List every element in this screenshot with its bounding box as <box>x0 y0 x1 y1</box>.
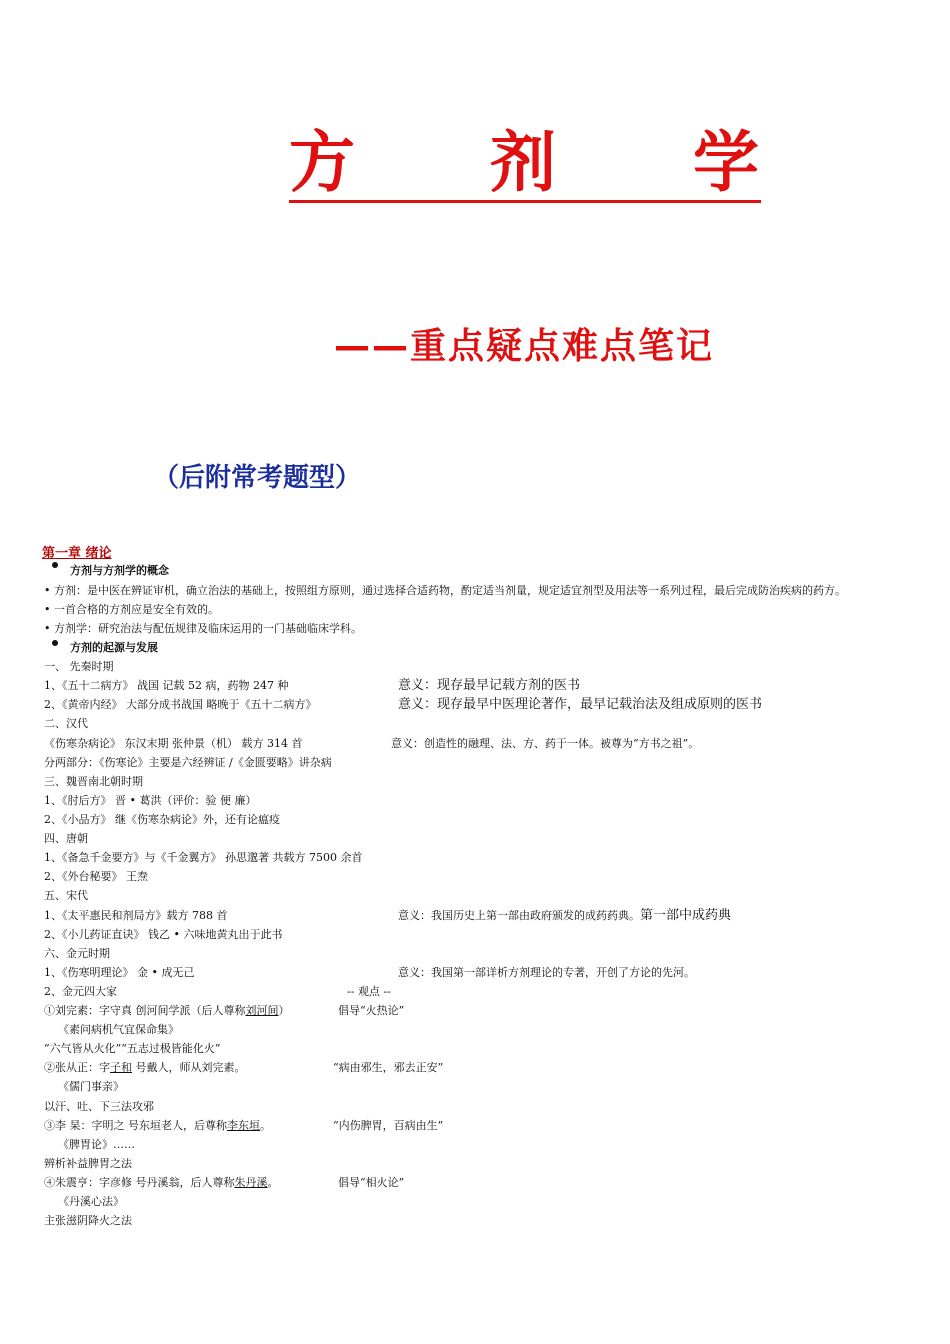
master-honorific: 刘河间 <box>245 1004 279 1017</box>
concept-item: • 一首合格的方剂应是安全有效的。 <box>44 603 219 616</box>
history-line: 2、《小品方》 继《伤寒杂病论》外，还有论瘟疫 <box>44 813 280 826</box>
document-title <box>289 124 761 203</box>
history-line: 1、《备急千金要方》与《千金翼方》 孙思邈著 共载方 7500 余首 <box>44 851 363 864</box>
title-char-2: 剂 <box>490 124 556 201</box>
significance-text: 意义：现存最早中医理论著作，最早记载治法及组成原则的医书 <box>398 697 763 712</box>
significance-text: 意义：我国历史上第一部由政府颁发的成药药典。 <box>398 909 640 922</box>
master-quote: “六气皆从火化”“五志过极皆能化火” <box>44 1042 221 1055</box>
bullet-icon <box>52 640 58 646</box>
history-line: 2、《小儿药证直诀》 钱乙 • 六味地黄丸出于此书 <box>44 928 283 941</box>
master-honorific: 朱丹溪 <box>234 1176 268 1189</box>
period-heading: 一、 先秦时期 <box>44 660 114 673</box>
significance-line <box>398 909 731 923</box>
master-quote: 主张滋阴降火之法 <box>44 1214 132 1227</box>
concept-item: • 方剂：是中医在辨证审机，确立治法的基础上，按照组方原则，通过选择合适药物，酌定适当剂量，规定适宜剂型及用法等一系列过程，最后完成防治疾病的药方。 <box>44 584 846 597</box>
master-text-end: 。 <box>260 1119 271 1132</box>
master-view: 倡导“火热论” <box>338 1004 405 1017</box>
history-line: 1、《伤寒明理论》 金 • 成无己 <box>44 966 195 979</box>
master-line <box>44 1061 246 1075</box>
master-line <box>44 1176 279 1190</box>
master-honorific: 子和 <box>110 1061 132 1074</box>
master-view: 倡导“相火论” <box>338 1176 405 1189</box>
significance-note: 第一部中成药典 <box>640 908 732 923</box>
history-line: 《伤寒杂病论》 东汉末期 张仲景（机） 载方 314 首 <box>44 737 303 750</box>
history-line: 1、《五十二病方》 战国 记载 52 病，药物 247 种 <box>44 679 289 692</box>
master-text: ①刘完素：字守真 创河间学派（后人尊称 <box>44 1004 246 1017</box>
significance-line <box>398 698 762 712</box>
master-text-end: ） <box>278 1004 290 1017</box>
master-quote: 辨析补益脾胃之法 <box>44 1157 132 1170</box>
master-book: 《脾胃论》…… <box>58 1138 135 1151</box>
period-heading: 六、金元时期 <box>44 947 110 960</box>
master-book: 《素问病机气宜保命集》 <box>58 1023 179 1036</box>
period-heading: 三、魏晋南北朝时期 <box>44 775 143 788</box>
history-line: 1、《太平惠民和剂局方》载方 788 首 <box>44 909 228 922</box>
history-line: 分两部分：《伤寒论》主要是六经辨证 /《金匮要略》讲杂病 <box>44 756 332 769</box>
significance-line: 意义：创造性的融理、法、方、药于一体。被尊为“方书之祖”。 <box>391 737 700 750</box>
history-line: 2、《黄帝内经》 大部分成书战国 略晚于《五十二病方》 <box>44 698 317 711</box>
viewpoint-label: -- 观点 -- <box>347 985 391 998</box>
master-book: 《儒门事亲》 <box>58 1080 124 1093</box>
history-line: 1、《肘后方》 晋 • 葛洪（评价：验 便 廉） <box>44 794 257 807</box>
chapter-heading: 第一章 绪论 <box>42 546 112 561</box>
bullet-icon <box>52 562 58 568</box>
title-char-3: 学 <box>693 124 759 201</box>
history-line: 2、《外台秘要》 王焘 <box>44 870 148 883</box>
master-line <box>44 1004 290 1018</box>
period-heading: 四、唐朝 <box>44 832 88 845</box>
master-text: ③李 杲：字明之 号东垣老人，后尊称 <box>44 1119 227 1132</box>
master-text-end: 。 <box>267 1176 279 1189</box>
master-honorific: 李东垣 <box>227 1119 260 1132</box>
significance-text: 意义：现存最早记载方剂的医书 <box>398 678 581 693</box>
period-heading: 五、宋代 <box>44 889 88 902</box>
master-quote: 以汗、吐、下三法攻邪 <box>44 1100 154 1113</box>
master-book: 《丹溪心法》 <box>58 1195 124 1208</box>
section-heading-history: 方剂的起源与发展 <box>70 641 158 654</box>
significance-line: 意义：我国第一部详析方剂理论的专著，开创了方论的先河。 <box>398 966 695 979</box>
concept-item: • 方剂学：研究治法与配伍规律及临床运用的一门基础临床学科。 <box>44 622 362 635</box>
master-text-end: 号戴人，师从刘完素。 <box>132 1061 246 1074</box>
master-view: “内伤脾胃，百病由生” <box>333 1119 444 1132</box>
history-line: 2、金元四大家 <box>44 985 117 998</box>
master-text: ④朱震亨：字彦修 号丹溪翁，后人尊称 <box>44 1176 235 1189</box>
master-text: ②张从正：字 <box>44 1061 110 1074</box>
title-char-1: 方 <box>289 124 355 201</box>
significance-line <box>398 679 580 693</box>
master-line <box>44 1119 271 1133</box>
master-view: “病由邪生，邪去正安” <box>333 1061 444 1074</box>
section-heading-concept: 方剂与方剂学的概念 <box>70 564 169 577</box>
appendix-note: （后附常考题型） <box>153 463 362 493</box>
period-heading: 二、汉代 <box>44 717 88 730</box>
subtitle: ——重点疑点难点笔记 <box>334 326 715 367</box>
